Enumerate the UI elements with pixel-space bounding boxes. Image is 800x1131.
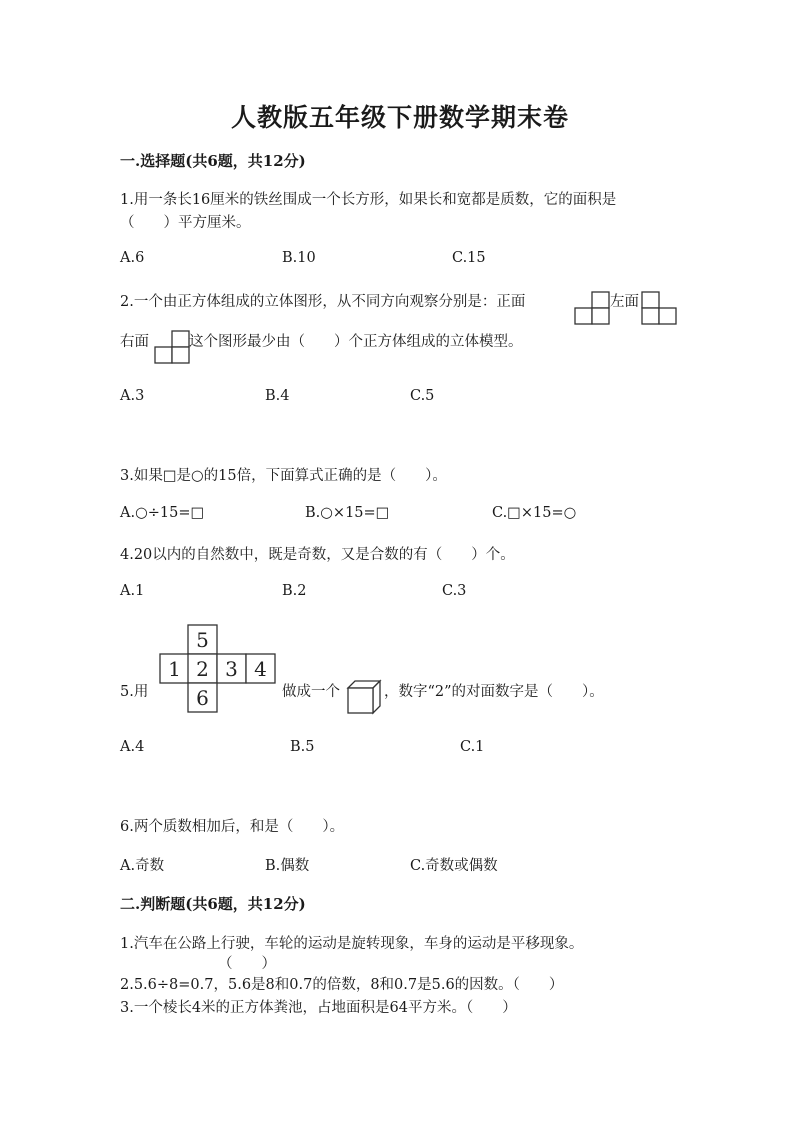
- question-5-suffix: ，数字“2”的对面数字是（ ）。: [384, 684, 604, 700]
- section-2-heading: 二.判断题(共6题，共12分): [120, 895, 306, 913]
- judge-1-line-2: （ ）: [218, 956, 276, 972]
- judge-1-line-1: 1.汽车在公路上行驶，车轮的运动是旋转现象，车身的运动是平移现象。: [120, 936, 584, 952]
- question-5-option-a: A.4: [120, 739, 145, 755]
- left-view-label: 左面: [610, 294, 639, 310]
- front-view-figure: [575, 292, 611, 326]
- judge-2-text: 2.5.6÷8=0.7，5.6是8和0.7的倍数，8和0.7是5.6的因数。（ ）: [120, 977, 564, 993]
- question-4-option-a: A.1: [120, 583, 145, 599]
- net-number-1: 1: [168, 657, 181, 681]
- cube-icon: [347, 680, 381, 714]
- section-1-heading: 一.选择题(共6题，共12分): [120, 152, 306, 170]
- question-1-option-a: A.6: [120, 250, 145, 266]
- question-4-text: 4.20以内的自然数中，既是奇数，又是合数的有（ ）个。: [120, 547, 515, 563]
- question-1-line-1: 1.用一条长16厘米的铁丝围成一个长方形，如果长和宽都是质数，它的面积是: [120, 192, 617, 208]
- question-4-option-b: B.2: [282, 583, 307, 599]
- question-1-option-c: C.15: [452, 250, 486, 266]
- question-3-text: 3.如果□是○的15倍，下面算式正确的是（ ）。: [120, 468, 447, 484]
- question-3-option-c: C.□×15=○: [492, 505, 577, 521]
- question-5-option-b: B.5: [290, 739, 315, 755]
- question-6-option-a: A.奇数: [120, 858, 165, 874]
- net-number-top: 5: [196, 628, 209, 652]
- judge-3-text: 3.一个棱长4米的正方体粪池，占地面积是64平方米。（ ）: [120, 1000, 517, 1016]
- question-5-option-c: C.1: [460, 739, 485, 755]
- question-2-option-b: B.4: [265, 388, 290, 404]
- cube-net-figure: [160, 625, 276, 713]
- question-6-option-c: C.奇数或偶数: [410, 858, 498, 874]
- question-2-option-c: C.5: [410, 388, 435, 404]
- question-4-option-c: C.3: [442, 583, 467, 599]
- page-title: 人教版五年级下册数学期末卷: [230, 103, 569, 132]
- right-view-figure: [155, 331, 191, 365]
- question-2-suffix: 这个图形最少由（ ）个正方体组成的立体模型。: [189, 334, 523, 350]
- question-2-prefix: 2.一个由正方体组成的立体图形，从不同方向观察分别是：正面: [120, 294, 526, 310]
- net-number-4: 4: [254, 657, 267, 681]
- left-view-figure: [642, 292, 678, 326]
- question-2-option-a: A.3: [120, 388, 145, 404]
- question-5-prefix: 5.用: [120, 684, 149, 700]
- right-view-label: 右面: [120, 334, 149, 350]
- question-3-option-b: B.○×15=□: [305, 505, 390, 521]
- question-6-text: 6.两个质数相加后，和是（ ）。: [120, 819, 345, 835]
- question-6-option-b: B.偶数: [265, 858, 310, 874]
- net-number-2: 2: [196, 657, 209, 681]
- question-1-line-2: （ ）平方厘米。: [120, 215, 251, 231]
- net-number-3: 3: [225, 657, 238, 681]
- net-number-bottom: 6: [196, 686, 209, 710]
- question-3-option-a: A.○÷15=□: [120, 505, 205, 521]
- question-5-middle: 做成一个: [282, 684, 340, 700]
- question-1-option-b: B.10: [282, 250, 316, 266]
